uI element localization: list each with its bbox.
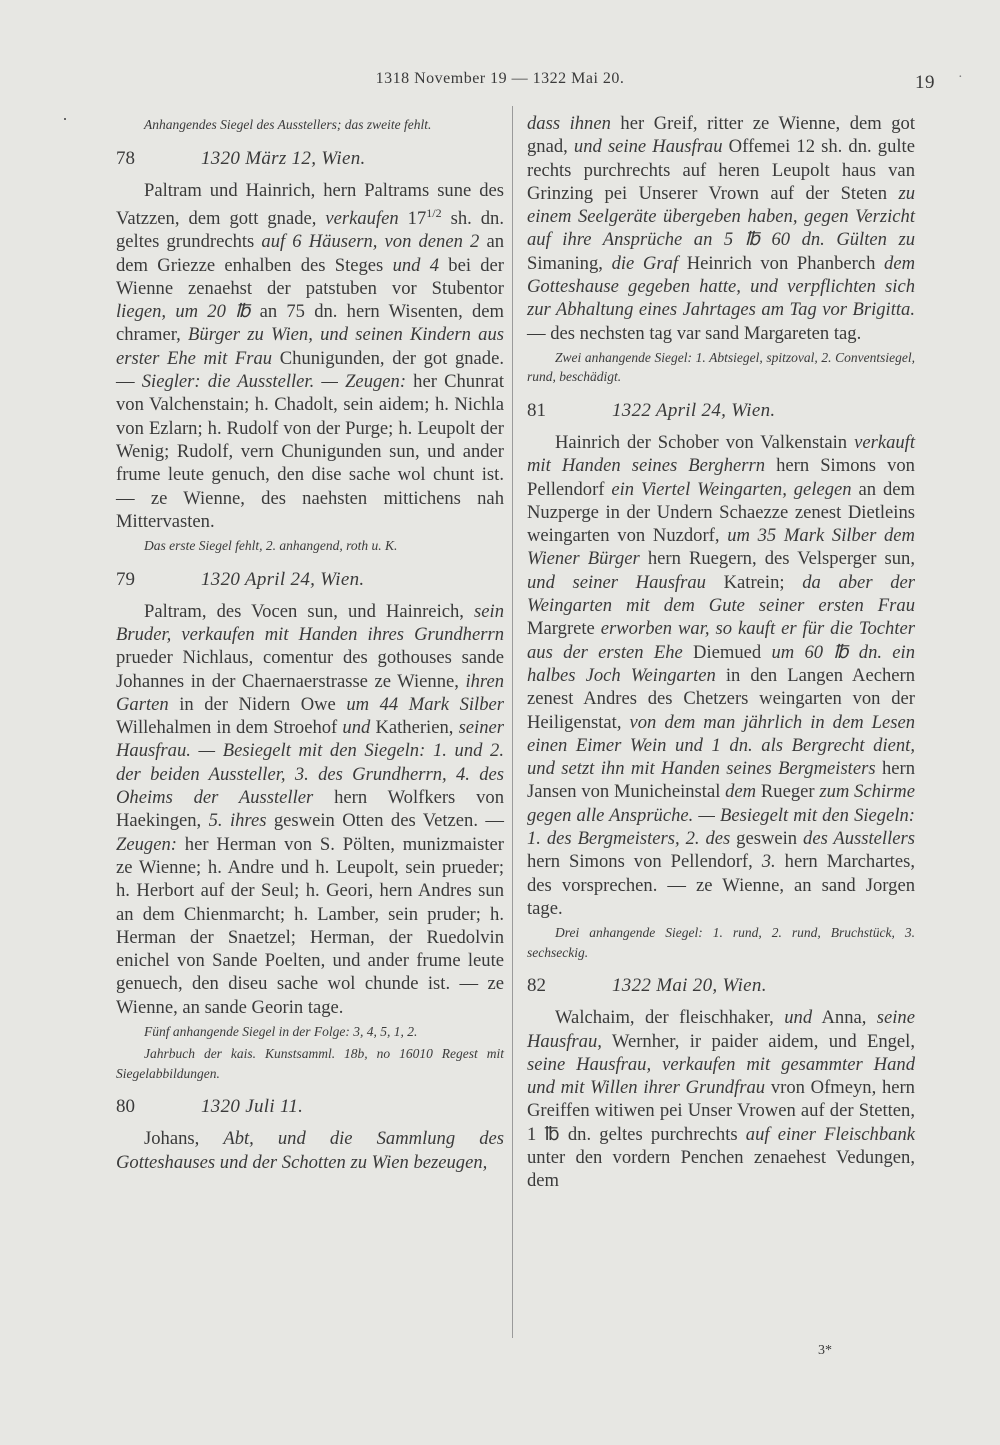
entry-date: 1322 April 24, Wien. [612,399,776,421]
entry-78-text: Paltram und Hainrich, hern Paltrams sune des Vatzzen, dem gott gnade, verkaufen $17^{1/2}$ sh. dn. geltes grundrechts auf 6 Häusern, von denen 2 an dem Griezze enhalben des Steges und 4 bei der Wienne zenaehst der patstuben vor Stubentor liegen, um 20 ℔ an 75 dn. hern Wisenten, dem chramer, Bürger zu Wien, und seinen Kindern aus erster Ehe mit Frau Chunigunden, der got gnade. — Siegler: die Aussteller. — Zeugen: her Chunrat von Valchenstain; h. Chadolt, sein aidem; h. Nichla von Ezlarn; h. Rudolf von der Purge; h. Leupolt der Wenig; Rudolf, vern Chunigunden sun, und ander frume leute genuch, den dise sache wol chunt ist. — ze Wienne, des naehsten mittichens nah Mittervasten. [116,179,505,532]
left-column [116,112,504,1174]
entry-number: 81 [527,399,546,421]
entry-80-heading [116,1094,504,1124]
entry-date: 1320 April 24, Wien. [201,568,365,590]
entry-80-seal-note: Zwei anhangende Siegel: 1. Abtsiegel, spitzoval, 2. Conventsiegel, rund, beschädigt. [527,349,915,385]
header-dot: · [958,70,964,85]
entry-79-text: Paltram, des Vocen sun, und Hainreich, sein Bruder, verkaufen mit Handen ihres Grundherrn prueder Nichlaus, comentur des gothouses sande Johannes in der Chaernaerstrasse ze Wienne, ihren Garten in der Nidern Owe um 44 Mark Silber Willehalmen in dem Stroehof und Katherien, seiner Hausfrau. — Besiegelt mit den Siegeln: 1. und 2. der beiden Aussteller, 3. des Grundherrn, 4. des Oheims der Aussteller hern Wolfkers von Haekingen, 5. ihres geswein Otten des Vetzen. — Zeugen: her Herman von S. Pölten, munizmaister ze Wienne; h. Andre und h. Leupolt, sein prueder; h. Herbort auf der Seul; h. Geori, hern Andres sun an dem Chienmarcht; h. Lamber, sein pruder; h. Herman der Snaetzel; Herman, der Ruedolvin enichel von Sande Poelten, und ander frume leute genuech, den diseu sache wol chunde ist. — ze Wienne, an sande Georin tage. [116,600,505,1018]
entry-date: 1322 Mai 20, Wien. [612,975,767,997]
entry-82-text: Walchaim, der fleischhaker, und Anna, seine Hausfrau, Wernher, ir paider aidem, und Engel, seine Hausfrau, verkaufen mit gesammter Hand und mit Willen ihrer Grundfrau vron Ofmeyn, hern Greiffen witiwen pei Unser Vrowen auf der Stetten, 1 ℔ dn. geltes purchrechts auf einer Fleischbank unter den vordern Penchen zenaehest Vedungen, dem [527,1007,915,1192]
right-column [527,112,915,1193]
entry-79-heading [116,567,504,597]
entry-78-heading [116,146,504,176]
carryover-note: Anhangendes Siegel des Ausstellers; das zweite fehlt. [144,117,432,132]
entry-date: 1320 Juli 11. [201,1096,304,1118]
page-number: 19 [915,72,935,93]
entry-79-reference-note: Jahrbuch der kais. Kunstsamml. 18b, no 16010 Regest mit Siegelabbildungen. [116,1046,504,1081]
header-date-range: 1318 November 19 — 1322 Mai 20. [375,70,625,87]
entry-81-text: Hainrich der Schober von Valkenstain verkauft mit Handen seines Bergherrn hern Simons von Pellendorf ein Viertel Weingarten, gelegen an dem Nuzperge in der Undern Schaezze zenest Dietleins weingarten von Nuzdorf, um 35 Mark Silber dem Wiener Bürger hern Ruegern, des Velsperger sun, und seiner Hausfrau Katrein; da aber der Weingarten mit dem Gute seiner ersten Frau Margrete erworben war, so kauft er für die Tochter aus der ersten Ehe Diemued um 60 ℔ dn. ein halbes Joch Weingarten in den Langen Aechern zenest Andres des Chetzers weingarten von der Heiligenstat, von dem man jährlich in dem Lesen einen Eimer Wein und 1 dn. als Bergrecht dient, und setzt ihn mit Handen seines Bergmeisters hern Jansen von Municheinstal dem Rueger zum Schirme gegen alle Ansprüche. — Besiegelt mit den Siegeln: 1. des Bergmeisters, 2. des geswein des Ausstellers hern Simons von Pellendorf, 3. hern Marchartes, des vorsprechen. — ze Wienne, an sand Jorgen tage. [527,431,916,919]
entry-date: 1320 März 12, Wien. [201,147,366,169]
entry-number: 78 [116,147,135,169]
entry-number: 80 [116,1096,135,1118]
entry-81-heading [527,398,915,428]
entry-number: 79 [116,568,135,590]
entry-81-seal-note: Drei anhangende Siegel: 1. rund, 2. rund, Bruchstück, 3. sechseckig. [527,925,915,960]
entry-80-continued-text: dass ihnen her Greif, ritter ze Wienne, dem got gnad, und seine Hausfrau Offemei 12 sh. dn. gulte rechts purchrechts auf heren Leupolt haus van Grinzing pei Unserer Vrown auf der Steten zu einem Seelgeräte übergeben haben, gegen Verzicht auf ihre Ansprüche an 5 ℔ 60 dn. Gülten zu Simaning, die Graf Heinrich von Phanberch dem Gotteshause gegeben hatte, und verpflichten sich zur Abhaltung eines Jahrtages am Tag vor Brigitta. — des nechsten tag var sand Margareten tag. [527,113,916,344]
entry-80-text: Johans, Abt, und die Sammlung des Gotteshauses und der Schotten zu Wien bezeugen, [116,1128,504,1173]
entry-79-seal-note: Fünf anhangende Siegel in der Folge: 3, 4, 5, 1, 2. [144,1023,418,1039]
entry-78-seal-note: Das erste Siegel fehlt, 2. anhangend, roth u. K. [144,538,398,554]
margin-mark [64,118,66,120]
signature-mark: 3* [818,1343,832,1358]
running-header [0,70,1000,94]
entry-number: 82 [527,975,546,997]
column-divider [512,106,513,1338]
entry-82-heading [527,973,915,1003]
